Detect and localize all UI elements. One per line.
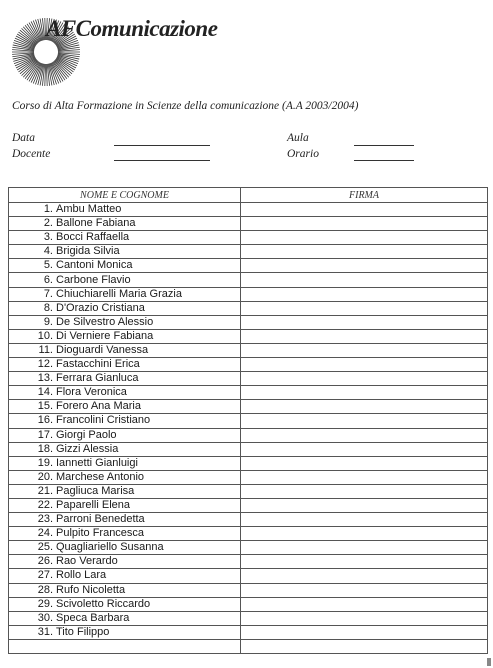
signature-cell[interactable] [241,301,488,315]
signature-cell[interactable] [241,484,488,498]
student-name-cell [9,400,241,414]
docente-label: Docente [12,148,51,160]
table-row [9,386,488,400]
student-name: Marchese Antonio [56,470,145,483]
signature-cell[interactable] [241,470,488,484]
student-name: Flora Veronica [56,386,127,399]
student-name-cell [9,569,241,583]
logo [6,4,218,100]
student-name: Forero Ana Maria [56,400,141,413]
table-header-row [9,188,488,203]
signature-cell[interactable] [241,569,488,583]
student-name: Iannetti Gianluigi [56,456,138,469]
signature-cell[interactable] [241,541,488,555]
signature-cell[interactable] [241,428,488,442]
signature-cell[interactable] [241,287,488,301]
orario-field[interactable] [354,160,414,161]
table-row [9,428,488,442]
student-name-cell [9,343,241,357]
student-name-cell [9,442,241,456]
signature-cell[interactable] [241,217,488,231]
signature-cell[interactable] [241,245,488,259]
signature-cell[interactable] [241,442,488,456]
table-row [9,597,488,611]
student-name: Parroni Benedetta [56,513,145,526]
student-name-cell [9,231,241,245]
student-name-cell [9,498,241,512]
signature-cell[interactable] [241,625,488,639]
table-row [9,343,488,357]
table-row [9,569,488,583]
docente-field[interactable] [114,160,210,161]
row-number: 11. [38,343,53,356]
signature-cell[interactable] [241,611,488,625]
row-number: 4. [43,245,53,258]
student-name: Dioguardi Vanessa [56,343,149,356]
student-name-cell [9,358,241,372]
table-row [9,513,488,527]
table-row [9,358,488,372]
student-name: De Silvestro Alessio [56,315,154,328]
row-number: 19. [37,456,53,469]
student-name-cell [9,555,241,569]
signature-cell[interactable] [241,639,488,653]
table-row [9,611,488,625]
row-number: 31. [37,625,53,638]
student-name-cell [9,217,241,231]
signature-cell[interactable] [241,597,488,611]
student-name: Giorgi Paolo [56,428,117,441]
student-name: Ballone Fabiana [56,217,136,230]
table-row [9,414,488,428]
student-name: Pagliuca Marisa [56,484,135,497]
row-number: 15. [37,400,53,413]
student-name: Carbone Flavio [56,273,131,286]
row-number: 25. [37,541,53,554]
student-name-cell [9,428,241,442]
student-name: Ferrara Gianluca [56,372,139,385]
student-name-cell [9,372,241,386]
row-number: 18. [37,442,53,455]
table-row [9,484,488,498]
student-name: Brigida Silvia [56,245,120,258]
table-row [9,273,488,287]
student-name-cell [9,583,241,597]
row-number: 12. [37,358,53,371]
signature-cell[interactable] [241,555,488,569]
row-number: 8. [43,301,53,314]
row-number: 24. [37,527,53,540]
signature-cell[interactable] [241,203,488,217]
signature-cell[interactable] [241,358,488,372]
table-row [9,315,488,329]
student-name-cell [9,329,241,343]
signature-cell[interactable] [241,527,488,541]
student-name: Rao Verardo [56,555,118,568]
row-number: 21. [37,484,53,497]
logo-text: AFComunicazione [46,16,218,41]
student-name-cell [9,611,241,625]
student-name-cell [9,414,241,428]
signature-cell[interactable] [241,343,488,357]
table-row [9,329,488,343]
table-row [9,625,488,639]
table-row [9,217,488,231]
student-name-cell [9,386,241,400]
student-name: Paparelli Elena [56,499,130,512]
table-row [9,231,488,245]
row-number: 9. [43,315,53,328]
student-name: Pulpito Francesca [56,527,145,540]
student-name: Tito Filippo [56,625,110,638]
student-name-cell [9,639,241,653]
header-name: NOME E COGNOME [9,188,241,203]
student-name: Bocci Raffaella [56,231,130,244]
attendance-table [8,187,488,654]
signature-cell[interactable] [241,583,488,597]
row-number: 3. [43,231,53,244]
row-number: 6. [43,273,53,286]
signature-cell[interactable] [241,498,488,512]
row-number: 23. [37,513,53,526]
student-name-cell [9,597,241,611]
student-name-cell [9,456,241,470]
table-row [9,470,488,484]
student-name-cell [9,625,241,639]
signature-cell[interactable] [241,259,488,273]
row-number: 2. [43,217,53,230]
table-row [9,442,488,456]
aula-field[interactable] [354,145,414,146]
student-name: Quagliariello Susanna [56,541,164,554]
table-row [9,400,488,414]
data-field[interactable] [114,145,210,146]
signature-cell[interactable] [241,329,488,343]
student-name-cell [9,301,241,315]
orario-label: Orario [287,148,319,160]
course-title: Corso di Alta Formazione in Scienze della comunicazione (A.A 2003/2004) [12,100,359,112]
aula-label: Aula [287,132,309,144]
row-number: 16. [37,414,53,427]
signature-cell[interactable] [241,414,488,428]
data-label: Data [12,132,35,144]
row-number: 26. [37,555,53,568]
student-name-cell [9,513,241,527]
student-name-cell [9,273,241,287]
student-name-cell [9,259,241,273]
row-number: 14. [37,386,53,399]
table-row [9,541,488,555]
signature-cell[interactable] [241,513,488,527]
signature-cell[interactable] [241,273,488,287]
table-row [9,372,488,386]
row-number: 13. [37,372,53,385]
table-row [9,456,488,470]
row-number: 5. [43,259,53,272]
table-row [9,259,488,273]
student-name-cell [9,203,241,217]
student-name-cell [9,315,241,329]
student-name: Francolini Cristiano [56,414,151,427]
table-row [9,639,488,653]
student-name-cell [9,527,241,541]
student-name: Cantoni Monica [56,259,133,272]
row-number: 29. [37,597,53,610]
row-number: 20. [37,470,53,483]
student-name: Scivoletto Riccardo [56,597,151,610]
row-number: 28. [37,583,53,596]
table-row [9,245,488,259]
signature-cell[interactable] [241,372,488,386]
table-row [9,527,488,541]
scan-mark [487,658,491,666]
row-number: 17. [37,428,53,441]
signature-cell[interactable] [241,386,488,400]
signature-cell[interactable] [241,315,488,329]
row-number: 7. [43,287,53,300]
signature-cell[interactable] [241,231,488,245]
table-row [9,583,488,597]
row-number: 10. [37,329,53,342]
row-number: 30. [37,611,53,624]
row-number: 1. [43,203,53,216]
student-name-cell [9,287,241,301]
student-name: Chiuchiarelli Maria Grazia [56,287,182,300]
header-signature: FIRMA [241,188,488,203]
student-name: Gizzi Alessia [56,442,119,455]
row-number: 22. [37,499,53,512]
student-name-cell [9,484,241,498]
student-name: Fastacchini Erica [56,358,140,371]
signature-cell[interactable] [241,400,488,414]
table-row [9,287,488,301]
row-number: 27. [37,569,53,582]
table-row [9,555,488,569]
student-name-cell [9,245,241,259]
signature-cell[interactable] [241,456,488,470]
student-name: Rufo Nicoletta [56,583,126,596]
student-name: Speca Barbara [56,611,130,624]
student-name: Rollo Lara [56,569,107,582]
student-name: D'Orazio Cristiana [56,301,145,314]
student-name-cell [9,541,241,555]
table-row [9,203,488,217]
student-name-cell [9,470,241,484]
student-name: Di Verniere Fabiana [56,329,154,342]
student-name: Ambu Matteo [56,203,122,216]
table-row [9,301,488,315]
table-row [9,498,488,512]
